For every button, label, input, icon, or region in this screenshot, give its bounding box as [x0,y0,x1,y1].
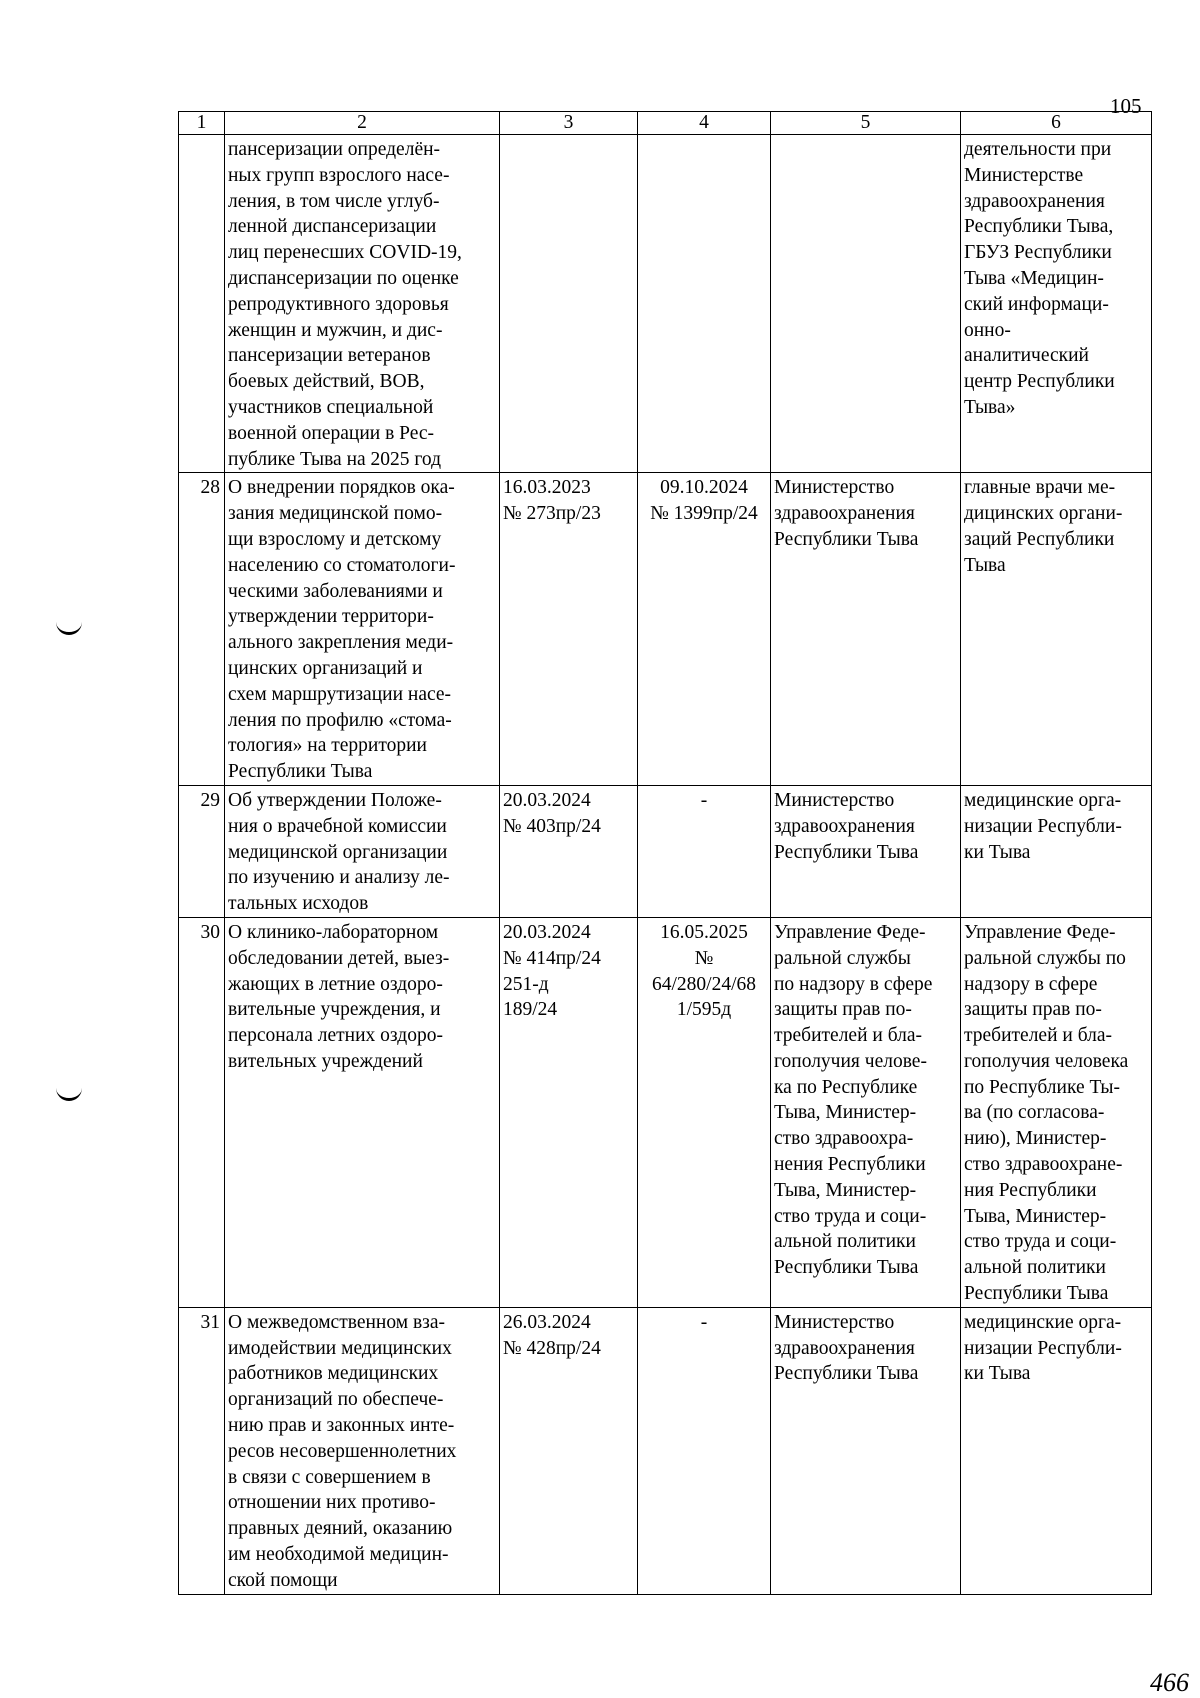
cell-line: военной операции в Рес- [228,422,435,444]
approval-date-cell [500,1307,638,1594]
page-number: 105 [1110,94,1142,118]
cell-line: 09.10.2024 [660,477,748,499]
cell-line: ство здравоохране- [964,1154,1123,1176]
cell-line: Республики Тыва [228,761,373,783]
cell-line: дицинских органи- [964,503,1123,525]
cell-line: вительные учреждения, и [228,999,441,1021]
approval-date-cell [500,785,638,917]
cell-line: ральной службы по [964,947,1126,969]
header-cell: 1 [179,112,225,135]
cell-line: 16.03.2023 [503,477,591,499]
cell-line: ской помощи [228,1569,338,1591]
cell-line: ГБУЗ Республики [964,242,1112,264]
cell-line: медицинские орга- [964,1311,1122,1333]
cell-line: № 403пр/24 [503,815,601,837]
cell-line: медицинской организации [228,841,448,863]
cell-line: здравоохранения [774,815,915,837]
amendment-date-cell [638,135,771,473]
cell-line: низации Республи- [964,1337,1122,1359]
cell-line: гополучия человека [964,1050,1129,1072]
cell-line: ство здравоохра- [774,1128,914,1150]
cell-line: онно- [964,319,1011,341]
table-row [179,473,1152,786]
cell-line: персонала летних оздоро- [228,1025,443,1047]
documents-table [178,111,1152,1595]
amendment-date-cell [638,473,771,786]
cell-line: 64/280/24/68 [651,973,756,995]
cell-line: Министерстве [964,164,1084,186]
cell-line: ский информаци- [964,293,1109,315]
cell-line: Управление Феде- [964,921,1116,943]
cell-line: нию), Министер- [964,1128,1107,1150]
cell-line: репродуктивного здоровья [228,293,449,315]
row-number-cell: 28 [179,473,225,786]
cell-line: Тыва [964,554,1006,576]
developer-cell [771,785,961,917]
cell-line: Республики Тыва [774,1257,919,1279]
cell-line: ленной диспансеризации [228,216,437,238]
header-cell: 5 [771,112,961,135]
margin-bracket-mark [56,618,82,635]
table-row [179,917,1152,1307]
cell-line: боевых действий, ВОВ, [228,371,425,393]
cell-line: тальных исходов [228,893,369,915]
document-title-cell [225,785,500,917]
cell-line: альной политики [964,1257,1106,1279]
cell-line: альной политики [774,1231,916,1253]
cell-line: отношении них противо- [228,1492,436,1514]
cell-line: Республики Тыва [774,1363,919,1385]
cell-line: пансеризации ветеранов [228,345,431,367]
cell-line: Тыва «Медицин- [964,267,1104,289]
approval-date-cell [500,917,638,1307]
cell-line: требителей и бла- [774,1025,923,1047]
approval-date-cell [500,473,638,786]
cell-line: гополучия челове- [774,1050,927,1072]
cell-line: пансеризации определён- [228,139,441,160]
cell-line: ки Тыва [964,841,1031,863]
cell-line: Министерство [774,789,895,811]
cell-line: тология» на территории [228,735,427,757]
amendment-date-cell [638,917,771,1307]
cell-line: ство труда и соци- [774,1205,927,1227]
cell-line: О клинико-лабораторном [228,921,439,943]
cell-line: работников медицинских [228,1363,439,1385]
cell-line: жающих в летние оздоро- [228,973,443,995]
cell-line: по изучению и анализу ле- [228,867,450,889]
cell-line: обследовании детей, выез- [228,947,450,969]
cell-line: 16.05.2025 [660,921,748,943]
cell-line: ральной службы [774,947,911,969]
cell-line: Управление Феде- [774,921,926,943]
cell-line: Республики Тыва [964,1283,1109,1305]
cell-line: ка по Республике [774,1076,918,1098]
executor-cell [961,917,1152,1307]
cell-line: требителей и бла- [964,1025,1113,1047]
cell-line: Тыва, Министер- [964,1205,1107,1227]
cell-line: 20.03.2024 [503,921,591,943]
cell-line: населению со стоматологи- [228,554,456,576]
cell-line: ресов несовершеннолетних [228,1440,457,1462]
cell-line: Тыва, Министер- [774,1102,917,1124]
cell-line: имодействии медицинских [228,1337,452,1359]
cell-line: утверждении территори- [228,606,434,628]
cell-line: нию прав и законных инте- [228,1415,455,1437]
row-number-cell [179,135,225,473]
cell-line: медицинские орга- [964,789,1122,811]
table-row [179,785,1152,917]
cell-line: здравоохранения [774,503,915,525]
document-title-cell [225,135,500,473]
row-number-cell: 29 [179,785,225,917]
document-title-cell [225,473,500,786]
cell-line: цинских организаций и [228,657,423,679]
developer-cell [771,135,961,473]
cell-line: Тыва, Министер- [774,1179,917,1201]
cell-line: вительных учреждений [228,1050,423,1072]
cell-line: правных деяний, оказанию [228,1518,453,1540]
cell-line: 1/595д [676,999,732,1021]
cell-line: Министерство [774,477,895,499]
cell-line: Республики Тыва [774,841,919,863]
cell-line: ния о врачебной комиссии [228,815,447,837]
cell-line: ального закрепления меди- [228,632,454,654]
cell-line: ления, в том числе углуб- [228,190,440,212]
cell-line: ных групп взрослого насе- [228,164,450,186]
cell-line: нения Республики [774,1154,926,1176]
approval-date-cell [500,135,638,473]
table-row [179,1307,1152,1594]
cell-line: ки Тыва [964,1363,1031,1385]
executor-cell [961,785,1152,917]
table-row [179,135,1152,473]
document-title-cell [225,917,500,1307]
cell-line: организаций по обеспече- [228,1389,444,1411]
cell-line: центр Республики [964,371,1115,393]
executor-cell [961,473,1152,786]
cell-line: в связи с совершением в [228,1466,431,1488]
cell-line: О внедрении порядков ока- [228,477,455,499]
cell-line: 251-д [503,973,549,995]
cell-line: здравоохранения [964,190,1105,212]
cell-line: - [700,789,708,811]
cell-line: № 414пр/24 [503,947,601,969]
amendment-date-cell [638,785,771,917]
cell-line: 26.03.2024 [503,1311,591,1333]
header-cell: 4 [638,112,771,135]
cell-line: защиты прав по- [964,999,1102,1021]
developer-cell [771,917,961,1307]
cell-line: главные врачи ме- [964,477,1116,499]
row-number-cell: 30 [179,917,225,1307]
cell-line: 20.03.2024 [503,789,591,811]
cell-line: женщин и мужчин, и дис- [228,319,443,341]
cell-line: Республики Тыва [774,528,919,550]
cell-line: низации Республи- [964,815,1122,837]
cell-line: ния Республики [964,1179,1097,1201]
executor-cell [961,1307,1152,1594]
cell-line: Республики Тыва, [964,216,1114,238]
cell-line: № 273пр/23 [503,503,601,525]
cell-line: аналитический [964,345,1089,367]
header-cell: 6 [961,112,1152,135]
cell-line: 189/24 [503,999,558,1021]
cell-line: ческими заболеваниями и [228,580,443,602]
cell-line: лиц перенесших COVID-19, [228,242,462,264]
cell-line: по надзору в сфере [774,973,933,995]
cell-line: Об утверждении Положе- [228,789,442,811]
cell-line: им необходимой медицин- [228,1544,449,1566]
cell-line: № [694,947,714,969]
developer-cell [771,1307,961,1594]
cell-line: ления по профилю «стома- [228,709,452,731]
cell-line: заций Республики [964,528,1115,550]
executor-cell [961,135,1152,473]
developer-cell [771,473,961,786]
cell-line: Министерство [774,1311,895,1333]
amendment-date-cell [638,1307,771,1594]
row-number-cell: 31 [179,1307,225,1594]
cell-line: Тыва» [964,396,1016,418]
cell-line: ва (по согласова- [964,1102,1105,1124]
header-cell: 3 [500,112,638,135]
document-title-cell [225,1307,500,1594]
cell-line: надзору в сфере [964,973,1098,995]
cell-line: щи взрослому и детскому [228,528,442,550]
cell-line: № 428пр/24 [503,1337,601,1359]
cell-line: О межведомственном вза- [228,1311,446,1333]
corner-page-mark: 466 [1150,1668,1189,1697]
header-cell: 2 [225,112,500,135]
cell-line: схем маршрутизации насе- [228,683,452,705]
cell-line: № 1399пр/24 [650,503,758,525]
cell-line: - [700,1311,708,1333]
cell-line: деятельности при [964,139,1112,160]
header-row [179,112,1152,135]
cell-line: здравоохранения [774,1337,915,1359]
cell-line: по Республике Ты- [964,1076,1121,1098]
margin-bracket-mark [56,1084,82,1101]
cell-line: диспансеризации по оценке [228,267,459,289]
cell-line: публике Тыва на 2025 год [228,448,442,470]
cell-line: защиты прав по- [774,999,912,1021]
cell-line: участников специальной [228,396,434,418]
cell-line: зания медицинской помо- [228,503,443,525]
cell-line: ство труда и соци- [964,1231,1117,1253]
